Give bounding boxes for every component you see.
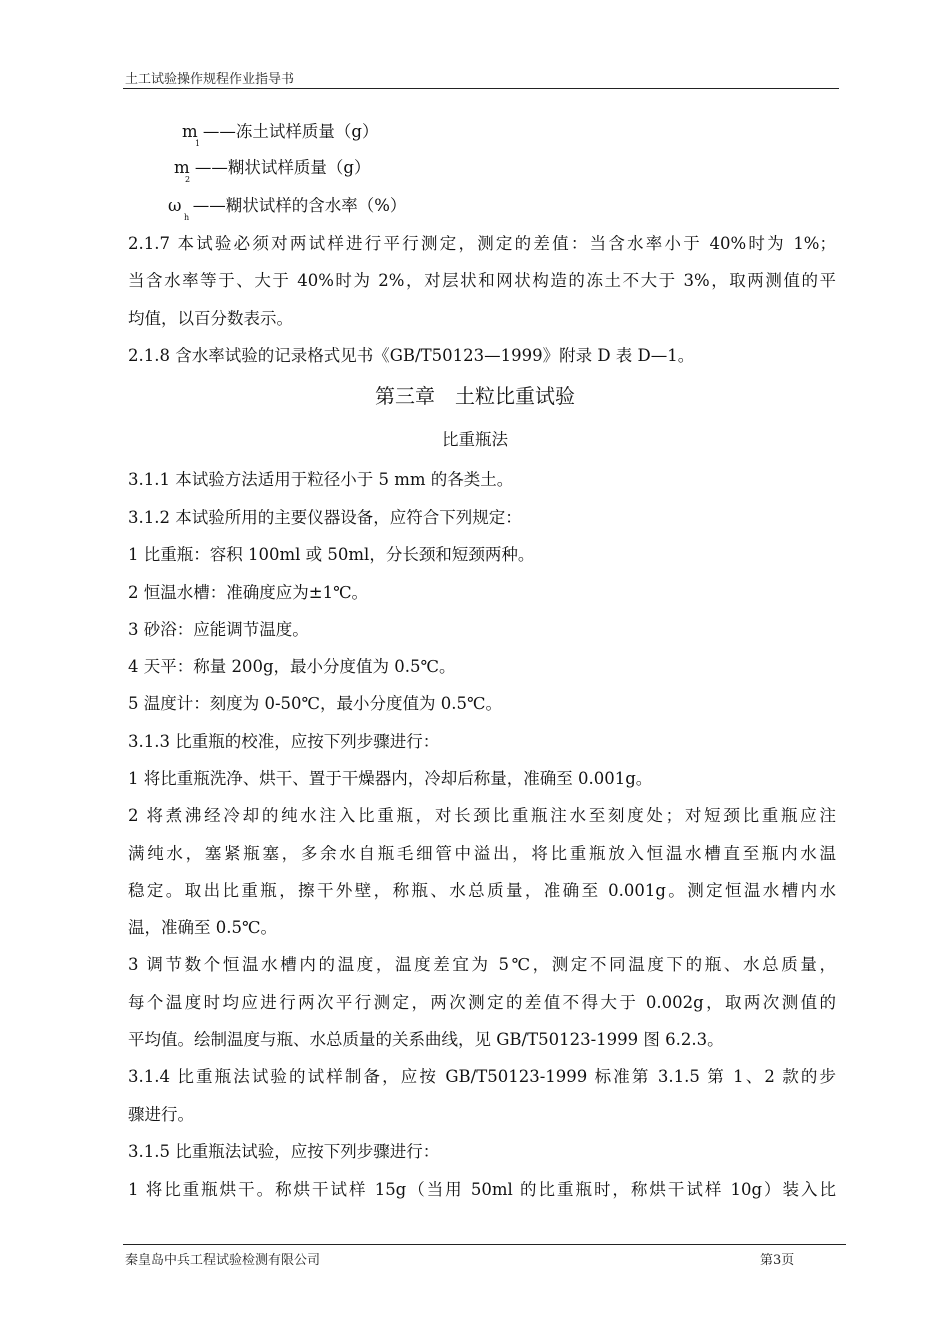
chapter-title: 第三章 土粒比重试验	[375, 384, 575, 408]
para-2-1-8: 2.1.8 含水率试验的记录格式见书《GB/T50123—1999》附录 D 表 D—1。	[128, 346, 695, 365]
para-3-1-4-line1: 3.1.4 比重瓶法试验的试样制备，应按 GB/T50123-1999 标准第 3.1.5 第 1、2 款的步	[128, 1067, 836, 1086]
step3-line2: 每个温度时均应进行两次平行测定，两次测定的差值不得大于 0.002g，取两次测值的	[128, 993, 836, 1012]
clause-line: 2 恒温水槽：准确度应为±1℃。	[128, 583, 369, 602]
clause-line: 3.1.3 比重瓶的校准，应按下列步骤进行：	[128, 732, 440, 751]
page-header-title: 土工试验操作规程作业指导书	[125, 72, 295, 87]
symbol-base: m	[182, 122, 198, 141]
symbol-desc: ——糊状试样的含水率（%）	[192, 196, 407, 215]
header-rule	[123, 88, 839, 89]
clause-line: 3 砂浴：应能调节温度。	[128, 620, 309, 639]
clause-line: 1 比重瓶：容积 100ml 或 50ml，分长颈和短颈两种。	[128, 545, 535, 564]
para-2-1-7-line3: 均值，以百分数表示。	[128, 309, 293, 328]
clause-line: 5 温度计：刻度为 0-50℃，最小分度值为 0.5℃。	[128, 694, 502, 713]
symbol-subscript: h	[184, 213, 190, 222]
symbol-base: m	[174, 158, 190, 177]
clause-line: 3.1.1 本试验方法适用于粒径小于 5 mm 的各类土。	[128, 470, 514, 489]
symbol-m2	[174, 158, 371, 184]
step2-line1: 2 将煮沸经冷却的纯水注入比重瓶，对长颈比重瓶注水至刻度处；对短颈比重瓶应注	[128, 806, 836, 825]
symbol-subscript: 1	[195, 139, 201, 148]
step2-line3: 稳定。取出比重瓶，擦干外壁，称瓶、水总质量，准确至 0.001g。测定恒温水槽内水	[128, 881, 836, 900]
symbol-m1	[182, 122, 379, 148]
step3-line1: 3 调节数个恒温水槽内的温度，温度差宜为 5℃，测定不同温度下的瓶、水总质量，	[128, 955, 836, 974]
symbol-desc: ——冻土试样质量（g）	[202, 122, 379, 141]
step3-line3: 平均值。绘制温度与瓶、水总质量的关系曲线，见 GB/T50123-1999 图 6.2.3。	[128, 1030, 724, 1049]
para-3-1-4-line2: 骤进行。	[128, 1105, 194, 1124]
symbol-subscript: 2	[185, 175, 191, 184]
clause-line: 3.1.2 本试验所用的主要仪器设备，应符合下列规定：	[128, 508, 522, 527]
para-2-1-7-line1: 2.1.7 本试验必须对两试样进行平行测定，测定的差值：当含水率小于 40%时为 1%；	[128, 234, 836, 253]
footer-page-number: 第3页	[760, 1253, 795, 1268]
clause-line: 4 天平：称量 200g，最小分度值为 0.5℃。	[128, 657, 456, 676]
symbol-base: ω	[168, 196, 182, 215]
step2-line4: 温，准确至 0.5℃。	[128, 918, 277, 937]
footer-rule	[123, 1244, 846, 1245]
step2-line2: 满纯水，塞紧瓶塞，多余水自瓶毛细管中溢出，将比重瓶放入恒温水槽直至瓶内水温	[128, 844, 836, 863]
symbol-omega-h	[168, 196, 407, 222]
footer-company: 秦皇岛中兵工程试验检测有限公司	[125, 1253, 321, 1268]
section-title: 比重瓶法	[442, 430, 508, 449]
symbol-desc: ——糊状试样质量（g）	[194, 158, 371, 177]
last-line: 1 将比重瓶烘干。称烘干试样 15g（当用 50ml 的比重瓶时，称烘干试样 10g）装入比	[128, 1180, 836, 1199]
clause-line: 1 将比重瓶洗净、烘干、置于干燥器内，冷却后称量，准确至 0.001g。	[128, 769, 653, 788]
para-3-1-5: 3.1.5 比重瓶法试验，应按下列步骤进行：	[128, 1142, 440, 1161]
para-2-1-7-line2: 当含水率等于、大于 40%时为 2%，对层状和网状构造的冻土不大于 3%，取两测值的平	[128, 271, 836, 290]
